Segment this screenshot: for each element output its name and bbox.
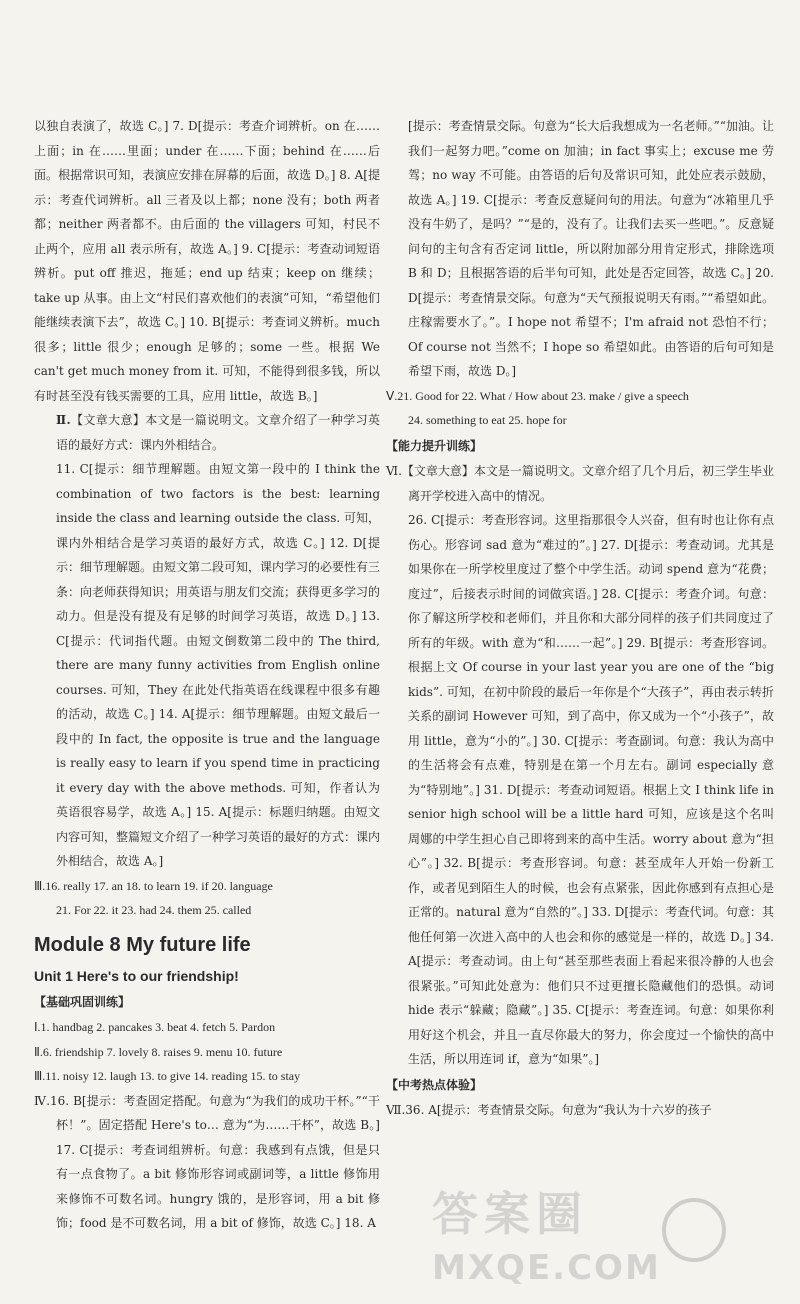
left-answer-block-1: 以独自表演了，故选 C。] 7. D[提示：考查介词辨析。on 在……上面；in 在……里面；under 在……下面；behind 在……后面。根据常识可知，表演应安排在屏幕的后面，故选 D。] 8. A[提示：考查代词辨析。all 三者及以上都；none 没有；both 两者都；neither 两者都不。由后面的 the villagers 可知，村民不止两个，应用 all 表示所有，故选 A。] 9. C[提示：考查动词短语辨析。put off 推迟，拖延；end up 结束；keep on 继续；take up 从事。由上文“村民们喜欢他们的表演”可知，“希望他们能继续表演下去”，故选 C。] 10. B[提示：考查词义辨析。much 很多；little 很少；enough 足够的；some 一些。根据 We can't get much money from it. 可知，不能得到很多钱，所以有时甚至没有钱买需要的工具，应用 little，故选 B。] <box>34 119 380 403</box>
watermark-circle-icon <box>662 1198 726 1262</box>
part-3-answers: Ⅲ.11. noisy 12. laugh 13. to give 14. reading 15. to stay <box>34 1069 301 1083</box>
section-2-intro <box>34 408 380 457</box>
part-5-answers-line-1: Ⅴ.21. Good for 22. What / How about 23. make / give a speech <box>386 388 689 403</box>
part-6-answers: 26. C[提示：考查形容词。这里指那很令人兴奋，但有时也让你有点伤心。形容词 sad 意为“难过的”。] 27. D[提示：考查动词。尤其是如果你在一所学校里度过了整个中学生活。动词 spend 意为“花费；度过”，后接表示时间的词做宾语。] 28. C[提示：考查介词。句意：你了解这所学校和老师们，并且你和大部分同样的孩子们共同度过了所有的年级。with 意为“和……一起”。] 29. B[提示：考查形容词。根据上文 Of course in your last year you are one of the “big kids”. 可知，在初中阶段的最后一年你是个“大孩子”，再由表示转折关系的副词 However 可知，到了高中，你又成为一个“小孩子”，故用 little，意为“小的”。] 30. C[提示：考查副词。句意：我认为高中的生活将会有点难，特别是在第一个月左右。副词 especially 意为“特别地”。] 31. D[提示：考查动词短语。根据上文 I think life in senior high school will be a little hard 可知，应该是这个名叫周娜的中学生担心自己即将到来的高中生活。worry about 意为“担心”。] 32. B[提示：考查形容词。句意：甚至成年人开始一份新工作，或者见到陌生人的时候，也会有点紧张，因此你感到有点担心是正常的。natural 意为“自然的”。] 33. D[提示：考查代词。句意：其他任何第一次进入高中的人也会和你的感觉是一样的，故选 D。] 34. A[提示：考查动词。由上句“甚至那些表面上看起来很冷静的人也会很紧张。”可知此处意为：他们只不过更擅长隐藏他们的恐惧。动词 hide 表示“躲藏；隐藏”。] 35. C[提示：考查连词。句意：如果你利用好这个机会，并且一直尽你最大的努力，你会度过一个愉快的高中生活，所以用连词 if，意为“如果”。] <box>408 513 774 1066</box>
right-answer-block-1: [提示：考查情景交际。句意为“长大后我想成为一名老师。”“加油。让我们一起努力吧。”come on 加油；in fact 事实上；excuse me 劳驾；no way 不可能。由答语的后句及常识可知，此处应表示鼓励，故选 A。] 19. C[提示：考查反意疑问句的用法。句意为“冰箱里几乎没有牛奶了，是吗？”“是的，没有了。让我们去买一些吧。”。反意疑问句的主句含有否定词 little，所以附加部分用肯定形式，排除选项 B 和 D；且根据答语的后半句可知，此处是否定回答，故选 C。] 20. D[提示：考查情景交际。句意为“天气预报说明天有雨。”“希望如此。庄稼需要水了。”。I hope not 希望不；I'm afraid not 恐怕不行；Of course not 当然不；I hope so 希望如此。由答语的后句可知是希望下雨，故选 D。] <box>408 119 774 378</box>
basic-training-bar: 【基础巩固训练】 <box>34 994 131 1009</box>
left-answer-block-2: 11. C[提示：细节理解题。由短文第一段中的 I think the combination of two factors is the best: learning inside the class and learning outside the class. 可知，课内外相结合是学习英语的最好方式，故选 C。] 12. D[提示：细节理解题。由短文第二段可知，课内学习的必要性有三条：向老师获得知识；用英语与朋友们交流；获得更多学习的动力。但是没有提及有足够的时间学习英语，故选 D。] 13. C[提示：代词指代题。由短文倒数第二段中的 The third, there are many funny activities from English online courses. 可知，They 在此处代指英语在线课程中很多有趣的活动，故选 C。] 14. A[提示：细节理解题。由短文最后一段中的 In fact, the opposite is true and the language is really easy to learn if you spend time in practicing it every day with the above methods. 可知，作者认为英语很容易学，故选 A。] 15. A[提示：标题归纳题。由短文内容可知，整篇短文介绍了一种学习英语的最好的方式：课内外相结合，故选 A。] <box>56 462 381 868</box>
watermark-text: 答案圈 <box>432 1187 588 1241</box>
unit-title: Unit 1 Here's to our friendship! <box>34 967 239 984</box>
part-2-answers: Ⅱ.6. friendship 7. lovely 8. raises 9. menu 10. future <box>34 1044 283 1059</box>
ability-training-bar: 【能力提升训练】 <box>386 438 483 453</box>
section-2-numeral: Ⅱ. <box>56 413 71 427</box>
part-4-answers: Ⅳ.16. B[提示：考查固定搭配。句意为“为我们的成功干杯。”“干杯！”。固定搭配 Here's to… 意为“为……干杯”，故选 B。] 17. C[提示：考查词组辨析。句意：我感到有点饿，但是只有一点食物了。a bit 修饰形容词或副词等，a little 修饰用来修饰不可数名词。hungry 饿的，是形容词，用 a bit 修饰；food 是不可数名词，用 a bit of 修饰，故选 C。] 18. A <box>34 1093 380 1230</box>
watermark-logo <box>432 1187 792 1298</box>
left-column <box>34 114 380 1236</box>
part-5-answers-line-2: 24. something to eat 25. hope for <box>408 413 567 427</box>
section-3-answers-line-1: Ⅲ.16. really 17. an 18. to learn 19. if 20. language <box>34 878 273 893</box>
module-title: Module 8 My future life <box>34 933 251 956</box>
part-6-summary: Ⅵ.【文章大意】本文是一篇说明文。文章介绍了几个月后，初三学生毕业离开学校进入高中的情况。 <box>386 464 774 503</box>
section-2-summary: 【文章大意】本文是一篇说明文。文章介绍了一种学习英语的最好方式：课内外相结合。 <box>56 413 380 452</box>
exam-hotspot-bar: 【中考热点体验】 <box>386 1077 483 1092</box>
section-3-answers-line-2: 21. For 22. it 23. had 24. them 25. called <box>56 903 252 917</box>
watermark-url: MXQE.COM <box>432 1248 661 1288</box>
part-7-answers: Ⅶ.36. A[提示：考查情景交际。句意为“我认为十六岁的孩子 <box>386 1103 712 1117</box>
right-column <box>386 114 774 1123</box>
part-1-answers: Ⅰ.1. handbag 2. pancakes 3. beat 4. fetch 5. Pardon <box>34 1020 276 1034</box>
